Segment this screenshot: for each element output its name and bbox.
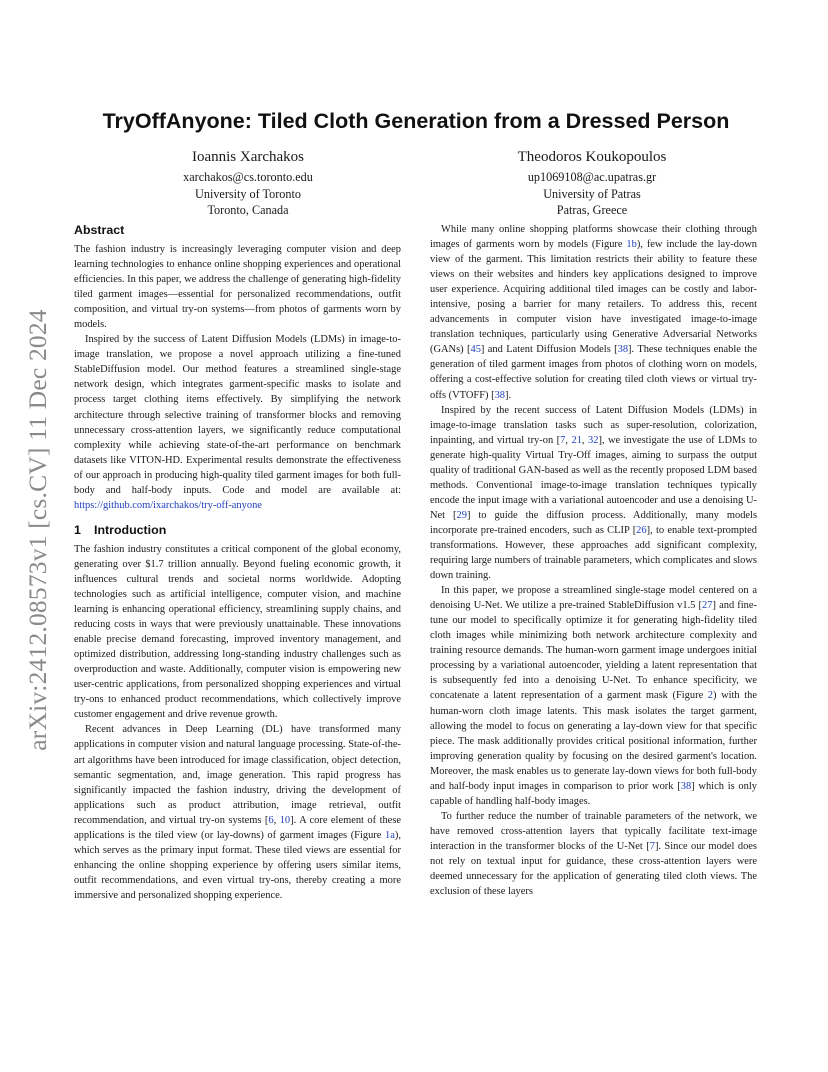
body-text: While many online shopping platforms showcase their clothing through images of garments worn by models (Figure	[430, 224, 757, 251]
body-text: ] to guide the diffusion process. Additionally, many models incorporate pre-trained encoders, such as CLIP [	[430, 509, 758, 536]
right-paragraph-1	[430, 222, 757, 403]
abstract-paragraph-2	[74, 332, 401, 513]
author-location: Toronto, Canada	[207, 203, 289, 217]
intro-paragraph-2	[74, 722, 401, 903]
author-email: xarchakos@cs.toronto.edu	[183, 170, 313, 184]
citation-link[interactable]: 6	[268, 814, 274, 826]
author-block-1	[118, 148, 378, 219]
citation-link[interactable]: 26	[636, 524, 647, 536]
body-text: ), few include the lay-down view of the garment. This limitation restricts their ability to feature these views on their websites and hinders key applications designed to improve user experience. Acquiring additional tiled images can be costly and labor-intensive, posing a barrier for many retailers. To address this, recent advancements in computer vision have investigated image-to-image translation techniques, particularly using Generative Adversarial Networks (GANs) [	[430, 239, 757, 356]
right-paragraph-3	[430, 583, 757, 809]
author-email: up1069108@ac.upatras.gr	[527, 170, 657, 184]
citation-link[interactable]: 38	[617, 344, 629, 356]
body-text: ] and Latent Diffusion Models [	[480, 344, 618, 356]
code-link[interactable]: https://github.com/ixarchakos/try-off-anyone	[74, 499, 262, 511]
body-text: ]. These techniques enable the generation of tiled garment images from photos of clothing worn on models, offering a cost-effective solution for creating tiled cloth views or virtual try-offs (VTOFF) [	[430, 344, 757, 401]
author-block-2	[462, 148, 722, 219]
intro-paragraph-1: The fashion industry constitutes a critical component of the global economy, generating over $1.7 trillion annually. Beyond fueling economic growth, it influences cultural trends and societal norms worldwide. Adopting technologies such as artificial intelligence, computer vision, and machine learning is enhancing operational efficiency, streamlining supply chains, and reducing costs in ways that were previously unattainable. These innovations enable precise demand forecasting, improved inventory management, and optimized distribution, addressing long-standing industry challenges such as overproduction and waste. Additionally, computer vision is empowering new user-centric applications, from personalized shopping experiences and virtual try-ons to enhanced product recommendations, which collectively improve customer engagement and drive revenue growth.	[74, 543, 401, 721]
intro-text: ), which serves as the primary input format. These tiled views are essential for enhancing the online shopping experience by offering users similar items, outfit recommendations, and even virtual try-ons, thereby creating a more immersive and personalized shopping experience.	[74, 829, 401, 901]
section-heading-introduction	[74, 522, 401, 538]
citation-link[interactable]: 45	[470, 344, 481, 356]
citation-link[interactable]: 27	[702, 600, 713, 612]
citation-link[interactable]: 29	[456, 509, 467, 521]
intro-text: Recent advances in Deep Learning (DL) have transformed many applications in computer vision and natural language processing. State-of-the-art algorithms have been introduced for image classification, object detection, semantic segmentation, and, image generation. This rapid progress has significantly impacted the fashion industry, driving the development of applications such as product attribution, image retrieval, outfit recommendation, and virtual try-on systems [	[74, 724, 401, 826]
arxiv-identifier-text: arXiv:2412.08573v1 [cs.CV] 11 Dec 2024	[23, 309, 52, 751]
figure-link[interactable]: 2	[707, 690, 714, 702]
body-text: ) with the human-worn cloth image latents. This mask isolates the target garment, allowing the model to focus on generating a lay-down view for that specific piece. The mask additionally provides critical positional information, further improving generation quality by focusing on the desired garment's location. Moreover, the mask enables us to generate lay-down views for both full-body and half-body input images in comparison to prior work [	[430, 690, 757, 792]
body-text: Inspired by the recent success of Latent Diffusion Models (LDMs) in image-to-image translation tasks such as super-resolution, colorization, inpainting, and virtual try-on [	[430, 404, 757, 446]
abstract-heading: Abstract	[74, 223, 125, 237]
author-affiliation: University of Toronto	[195, 186, 301, 201]
citation-link[interactable]: 21	[571, 434, 582, 446]
citation-link[interactable]: 7	[560, 434, 566, 446]
arxiv-identifier	[16, 290, 60, 770]
body-text: To further reduce the number of trainable parameters of the network, we have removed cross-attention layers that typically facilitate text-image interaction in the transformer blocks of the U-Net [	[430, 810, 757, 852]
right-column	[430, 222, 757, 899]
author-name: Ioannis Xarchakos	[191, 149, 305, 165]
author-name: Theodoros Koukopoulos	[517, 149, 667, 165]
intro-text: ,	[273, 814, 280, 826]
figure-link[interactable]: 1b	[626, 239, 637, 251]
body-text: In this paper, we propose a streamlined single-stage model centered on a denoising U-Net. We utilize a pre-trained StableDiffusion v1.5 [	[430, 585, 757, 612]
left-column	[74, 222, 401, 903]
body-text: ] and fine-tune our model to specifically optimize it for generating high-fidelity tiled cloth images while minimizing both network architecture complexity and training resource demands. The human-worn garment image undergoes initial processing by a variational autoencoder, yielding a latent representation that is subsequently fed into a denoising U-Net. To enhance specificity, we concatenate a latent representation of a garment mask (Figure	[430, 600, 758, 702]
section-title: Introduction	[94, 522, 167, 537]
intro-text: ]. A core element of these applications is the tiled view (or lay-downs) of garment images (Figure	[74, 814, 402, 841]
paper-title: TryOffAnyone: Tiled Cloth Generation from a Dressed Person	[102, 109, 730, 133]
citation-link[interactable]: 38	[680, 780, 692, 792]
abstract-paragraph-2-text: Inspired by the success of Latent Diffusion Models (LDMs) in image-to-image translation, we propose a novel approach utilizing a fine-tuned StableDiffusion model. Our method features a streamlined single-stage network design, which integrates garment-specific masks to isolate and process target clothing items effectively. By simplifying the network architecture through selective training of transformer blocks and removing unnecessary cross-attention layers, we significantly reduce computational complexity while achieving state-of-the-art performance on benchmark datasets like VITON-HD. Experimental results demonstrate the effectiveness of our approach in producing high-quality tiled garment images for both full-body and half-body inputs. Code and model are available at:	[74, 334, 401, 496]
author-affiliation: University of Patras	[543, 186, 641, 201]
right-paragraph-2: Inspired by the recent success of Latent Diffusion Models (LDMs) in image-to-image translation tasks such as super-resolution, colorization, inpainting, and virtual try-on [7, 21, 32], we investigate the use of LDMs to generate high-quality Virtual Try-Off images, aiming to surpass the output quality of traditional GAN-based as well as the recently proposed LDM based methods. Conventional image-to-image translation techniques typically encode the input image with a variational autoencoder and use a denoising U-Net [29] to guide the diffusion process. Additionally, many models incorporate pre-trained encoders, such as CLIP [26], to enable text-prompted transformations. However, these approaches add significant complexity, requiring large numbers of trainable parameters, which complicates and slows down training.	[430, 404, 758, 582]
body-text: ]. Since our model does not rely on textual input for guidance, these cross-attention layers were deemed unnecessary for the application of generating tiled cloth views. The exclusion of these layers	[430, 840, 757, 898]
abstract-paragraph-1: The fashion industry is increasingly leveraging computer vision and deep learning technologies to enhance online shopping experiences and operational efficiencies. In this paper, we address the challenge of generating high-fidelity tiled garment images—essential for personalized recommendations, outfit composition, and virtual try-on systems—from photos of garments worn by models.	[74, 244, 401, 331]
section-number: 1	[74, 522, 81, 537]
citation-link[interactable]: 7	[649, 840, 655, 852]
body-text: ], to enable text-prompted transformations. However, these approaches add significant complexity, requiring large numbers of trainable parameters, which complicates and slows down training.	[430, 524, 757, 582]
right-paragraph-4	[430, 809, 757, 899]
citation-link[interactable]: 32	[588, 434, 599, 446]
body-text: ] which is only capable of handling half-body images.	[430, 780, 757, 807]
citation-link[interactable]: 10	[279, 814, 291, 826]
body-text: ].	[505, 389, 512, 401]
author-location: Patras, Greece	[556, 203, 628, 217]
figure-link[interactable]: 1a	[385, 829, 395, 841]
body-text: ], we investigate the use of LDMs to generate high-quality Virtual Try-Off images, aiming to surpass the output quality of traditional GAN-based as well as the recently proposed LDM based methods. Conventional image-to-image translation techniques typically encode the input image with a variational autoencoder and use a denoising U-Net [	[430, 434, 757, 521]
citation-link[interactable]: 38	[494, 389, 505, 401]
